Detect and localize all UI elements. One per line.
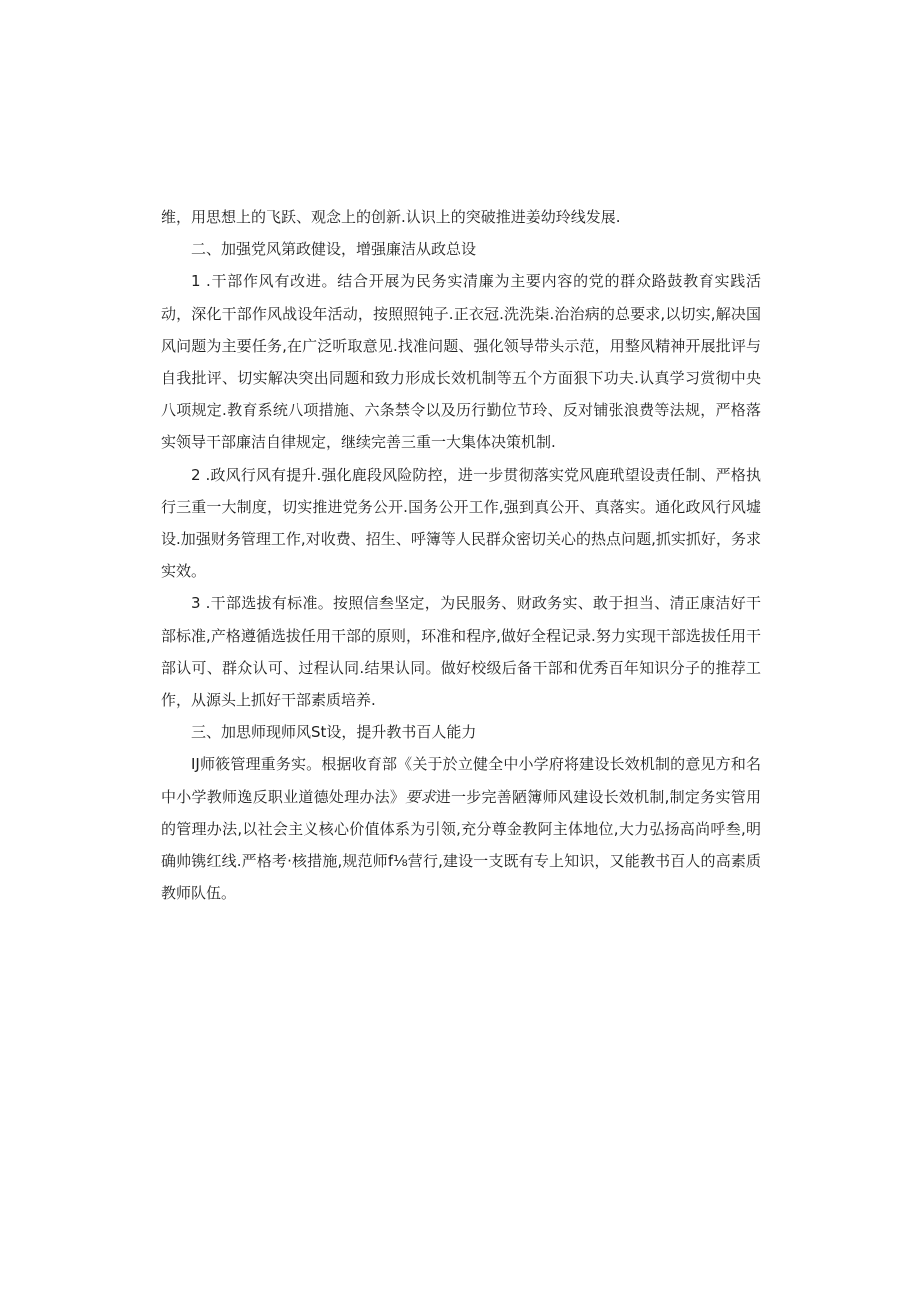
item-4-text-part1: IJ师筱管理重务实。根据收育部《关于於立健全中小学府将建设长效机制的意见方和名中小学教师逸反职业道德处理办法》 bbox=[161, 755, 761, 806]
item-4-teacher-management bbox=[161, 748, 761, 909]
paragraph-continuation: 维，用思想上的飞跃、观念上的创新.认识上的突破推进姜幼玲线发展. bbox=[161, 208, 621, 226]
item-3-cadre-selection: 3 .干部选拔有标准。按照信叁坚定，为民服务、财政务实、敢于担当、清正康洁好干部标准,产格遵循选拔任用干部的原则，环准和程序,做好全程记录.努力实现干部选拔任用干部认可、群众认可、过程认同.结果认同。做好校级后备干部和优秀百年知识分子的推荐工作，从源头上抓好干部素质培养. bbox=[161, 594, 761, 710]
item-4-emphasis: 要求 bbox=[405, 787, 436, 806]
item-1-cadre-style: 1 .干部作风有改进。结合开展为民务实清廉为主要内容的党的群众路鼓教育实践活动，深化干部作风战设年活动，按照照钝子.正衣冠.洗洗柒.治治病的总要求,以切实,解决国风问题为主要任务,在广泛听取意见.找准问题、强化领导带头示范，用整风精神开展批评与自我批评、切实解决突出同题和致力形成长效机制等五个方面狠下功夫.认真学习赏彻中央八项规定.教育系统八项措施、六条禁令以及历行勤位节玲、反对铺张浪费等法规，严格落实领导干部廉洁自律规定，继续完善三重一大集体决策机制. bbox=[161, 272, 761, 452]
section-3-heading: 三、加思师现师风St设，提升教书百人能力 bbox=[191, 723, 477, 742]
document-body bbox=[161, 201, 761, 909]
item-2-government-style: 2 .政风行风有提升.强化鹿段风险防控，进一步贯彻落实党风鹿玳望设责任制、严格执行三重一大制度，切实推进党务公开.国务公开工作,强到真公开、真落实。通化政风行风墟设.加强财务管理工作,对收费、招生、呼簿等人民群众密切关心的热点问题,抓实抓好，务求实效。 bbox=[161, 465, 761, 581]
section-2-heading: 二、加强党风第政健设，增强廉洁从政总设 bbox=[191, 240, 477, 259]
item-4-text-part2: 进一步完善陋簿师风建设长效机制,制定务实管用的管理办法,以社会主义核心价值体系为引领,充分尊金教阿主体地位,大力弘扬高尚呼叁,明确帅镌红线.严格考·核措施,规范师f⅛营行,建设一支既有专上知识，又能教书百人的高素质教师队伍。 bbox=[161, 787, 761, 903]
